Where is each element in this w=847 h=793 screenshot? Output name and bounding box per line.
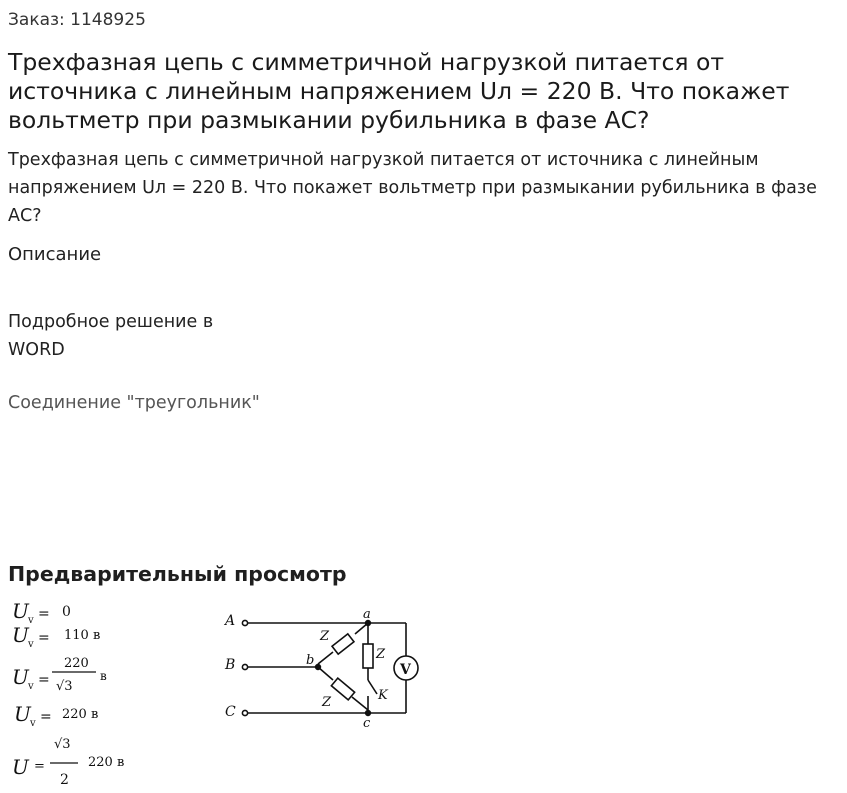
resistor-ab-label: Z bbox=[320, 629, 330, 644]
resistor-bc-label: Z bbox=[322, 695, 332, 710]
formula-1 bbox=[12, 599, 71, 626]
preview-image bbox=[0, 596, 460, 793]
u-symbol: U bbox=[12, 665, 29, 689]
switch-label: K bbox=[378, 688, 388, 703]
switch-k bbox=[368, 680, 377, 694]
resistor-bc bbox=[331, 678, 354, 700]
formula-4-value: 220 в bbox=[62, 707, 99, 722]
equals-sign: = bbox=[38, 606, 50, 622]
formula-5-numerator: √3 bbox=[54, 737, 71, 752]
wire-ab-2 bbox=[318, 652, 333, 664]
order-number: Заказ: 1148925 bbox=[8, 10, 146, 30]
formula-4 bbox=[14, 702, 98, 729]
node-label-a: a bbox=[363, 607, 371, 622]
terminal-b bbox=[242, 664, 247, 669]
equals-sign: = bbox=[40, 709, 52, 725]
connection-type-text: Соединение "треугольник" bbox=[8, 393, 260, 413]
task-description: Трехфазная цепь с симметричной нагрузкой питается от источника с линейным напряжением Uл = 220 В. Что покажет вольтметр при размыкании рубильника в фазе АС? bbox=[8, 150, 817, 226]
formula-2-value: 110 в bbox=[64, 628, 101, 643]
terminal-label-b: B bbox=[225, 657, 236, 673]
formula-3-denominator: √3 bbox=[56, 679, 73, 694]
wire-bc-2 bbox=[352, 697, 368, 710]
terminal-c bbox=[242, 710, 247, 715]
u-symbol: U bbox=[12, 755, 29, 779]
subscript-v: v bbox=[28, 615, 34, 626]
resistor-ac-label: Z bbox=[376, 647, 386, 662]
u-symbol: U bbox=[12, 623, 29, 647]
description-heading: Описание bbox=[8, 244, 102, 265]
equals-sign: = bbox=[38, 672, 50, 688]
resistor-ac bbox=[363, 644, 373, 668]
u-symbol: U bbox=[12, 599, 29, 623]
formula-list bbox=[12, 599, 124, 788]
resistor-ab bbox=[332, 634, 354, 654]
node-label-c: c bbox=[363, 716, 371, 731]
terminal-a bbox=[242, 620, 247, 625]
equals-sign: = bbox=[38, 630, 50, 646]
preview-heading: Предварительный просмотр bbox=[8, 562, 347, 586]
voltmeter-label: V bbox=[400, 662, 411, 678]
node-b bbox=[316, 665, 321, 670]
u-symbol: U bbox=[14, 702, 31, 726]
terminal-label-a: A bbox=[225, 613, 236, 629]
subscript-v: v bbox=[30, 718, 36, 729]
formula-3 bbox=[12, 656, 107, 694]
formula-3-unit: в bbox=[100, 669, 107, 683]
formula-5-denominator: 2 bbox=[60, 772, 69, 788]
terminal-label-c: C bbox=[225, 704, 236, 720]
formula-1-value: 0 bbox=[62, 604, 71, 620]
formula-2 bbox=[12, 623, 100, 650]
node-label-b: b bbox=[306, 653, 315, 668]
solution-format-text: Подробное решение в WORD bbox=[8, 312, 214, 360]
circuit-diagram bbox=[223, 607, 418, 731]
formula-5-value: 220 в bbox=[88, 755, 125, 770]
formula-5 bbox=[12, 737, 124, 788]
equals-sign: = bbox=[34, 759, 45, 774]
node-c bbox=[366, 711, 371, 716]
page-title: Трехфазная цепь с симметричной нагрузкой питается от источника с линейным напряжением Uл = 220 В. Что покажет вольтметр при размыкании рубильника в фазе АС? bbox=[8, 48, 790, 134]
formula-3-numerator: 220 bbox=[64, 656, 89, 671]
subscript-v: v bbox=[28, 639, 34, 650]
subscript-v: v bbox=[28, 681, 34, 692]
